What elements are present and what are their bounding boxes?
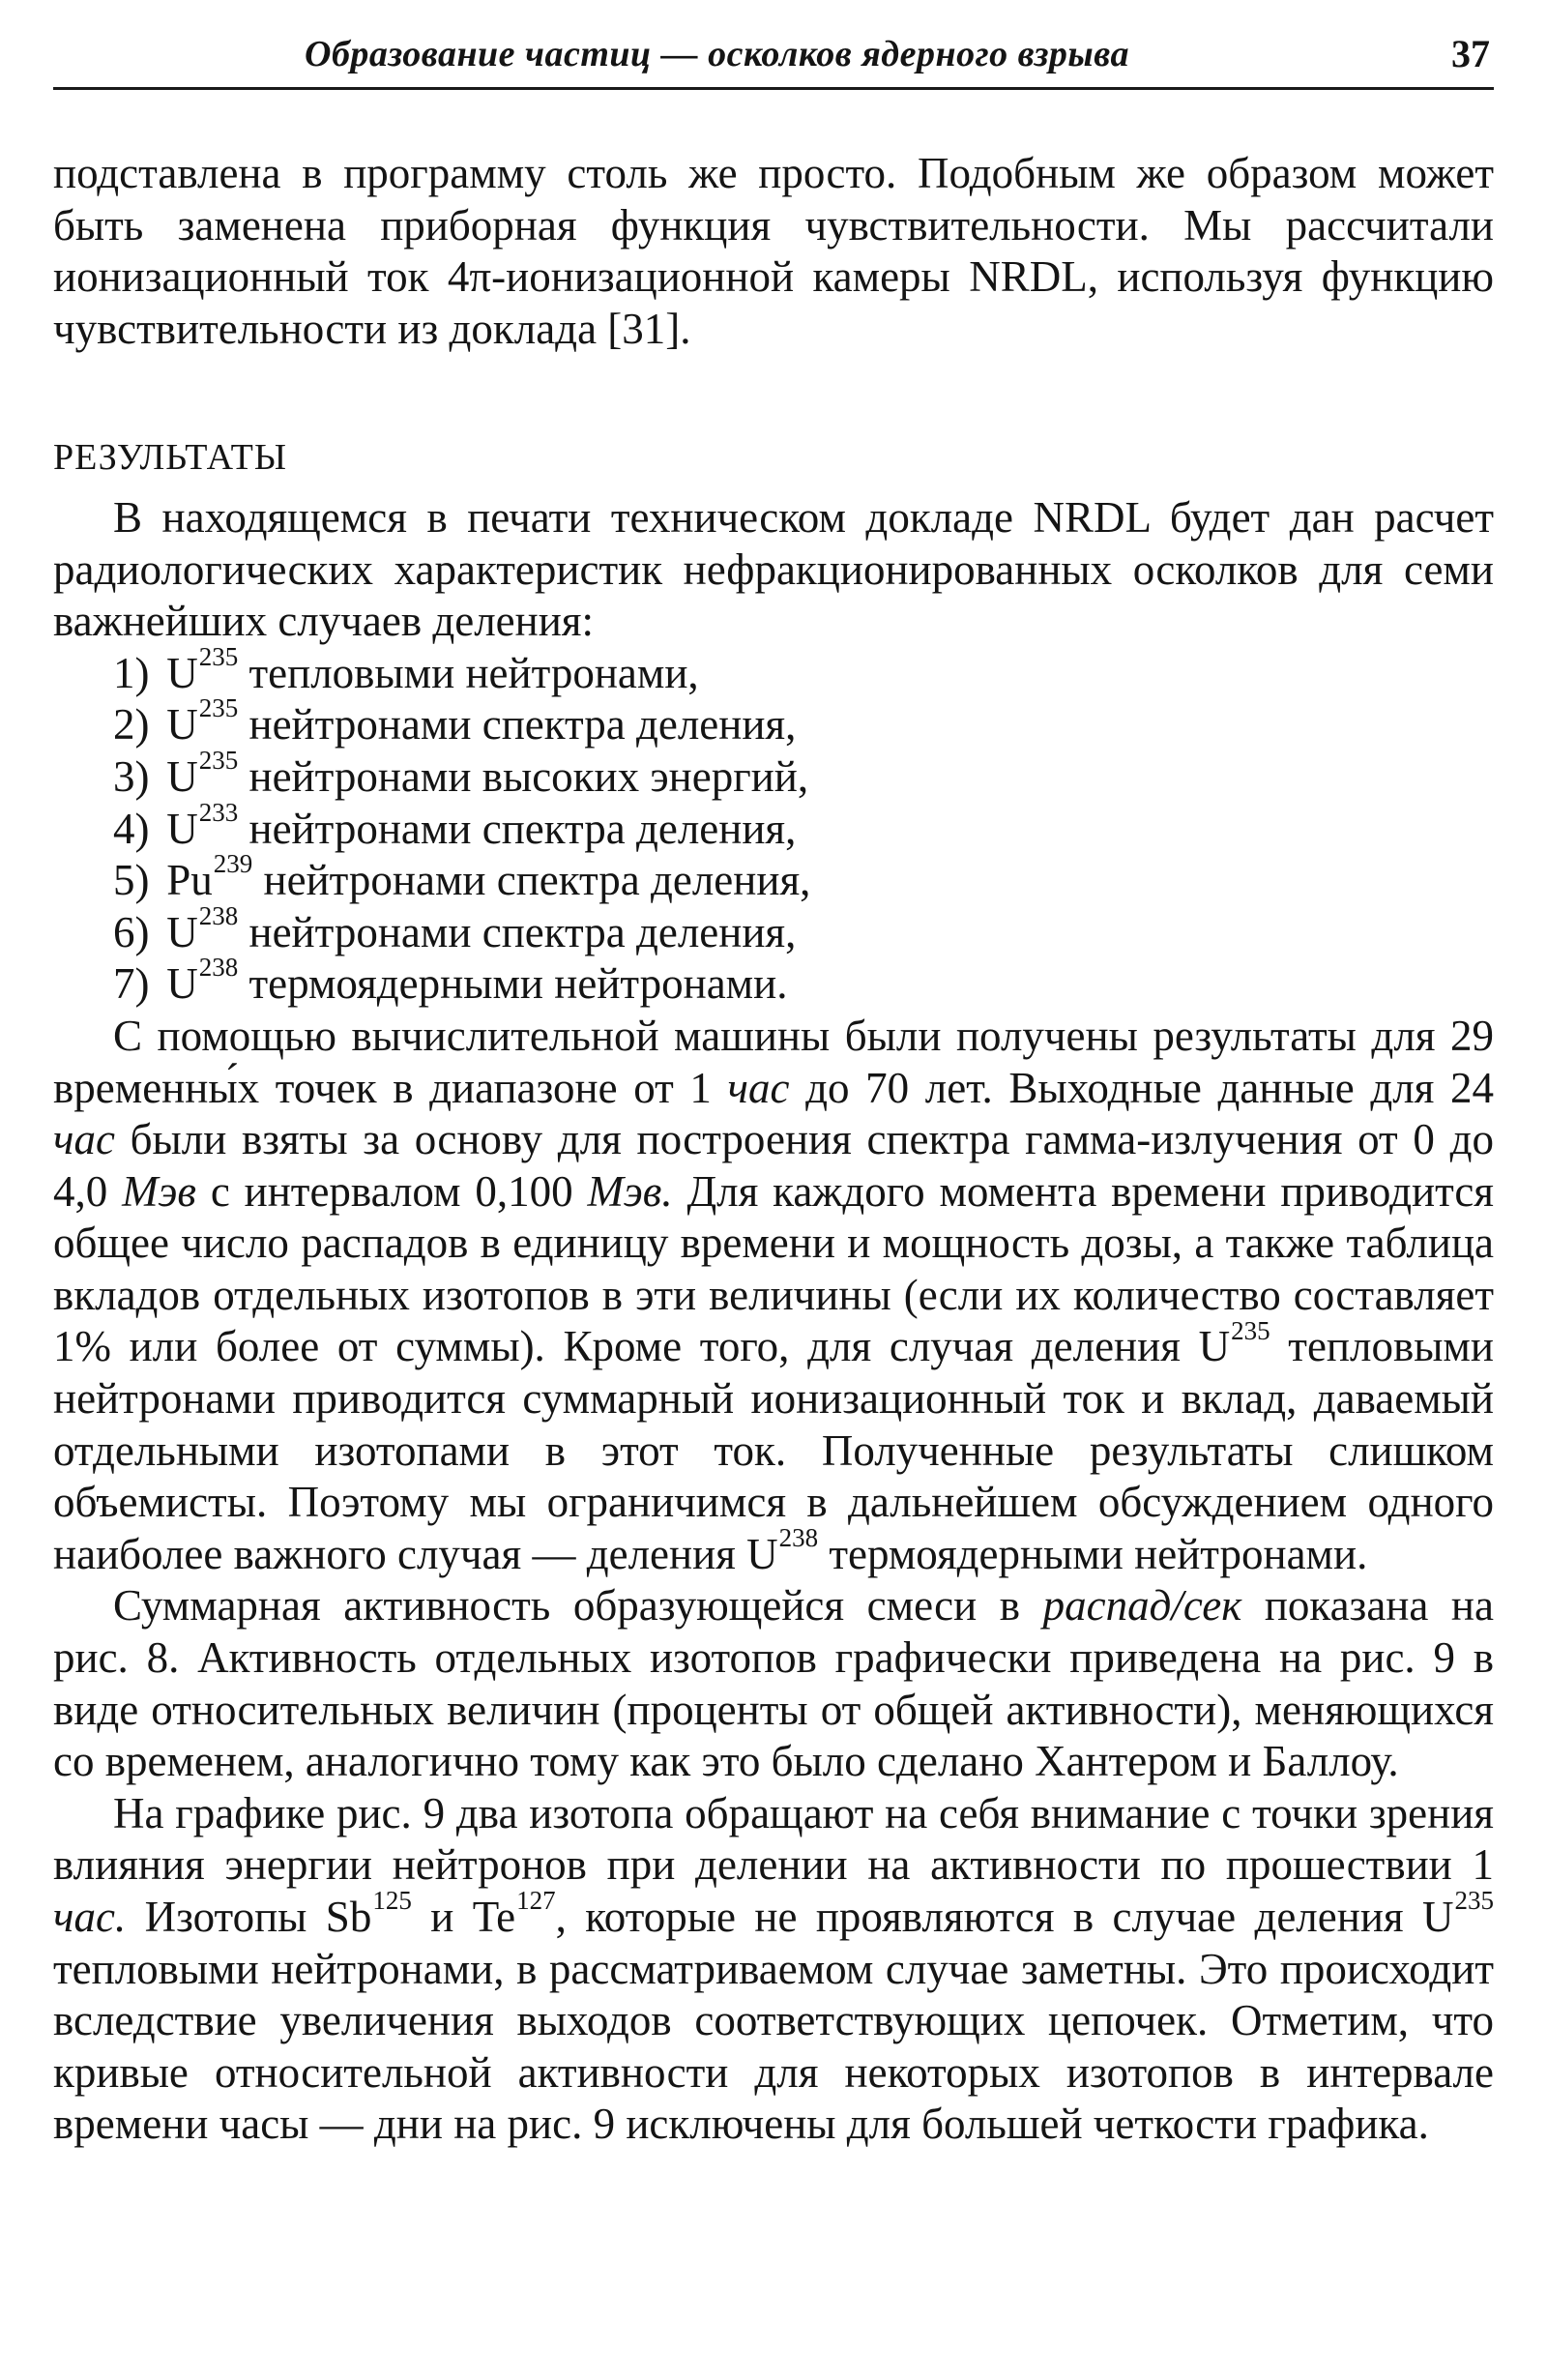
isotope-mass: 233 (198, 797, 239, 827)
list-item-number: 2) (113, 700, 150, 749)
paragraph-computation (53, 1011, 1494, 1581)
isotope-element: U (166, 751, 198, 801)
unit-italic: час (727, 1063, 790, 1112)
running-title: Образование частиц — осколков ядерного взрыва (305, 34, 1130, 74)
list-item-text: нейтронами спектра деления, (238, 907, 797, 956)
paragraph-activity (53, 1580, 1494, 1787)
text-run: С помощью вычислительной машины были получены результаты для 29 временны́х точек в диапазоне от 1 (53, 1011, 1494, 1112)
page-body (53, 148, 1494, 2151)
isotope-element: U (166, 804, 198, 853)
isotope-mass: 239 (213, 849, 253, 879)
isotope-mass: 235 (198, 746, 239, 775)
isotope-mass: 238 (198, 900, 239, 930)
text-run: , которые не проявляются в случае деления U (555, 1893, 1454, 1941)
book-page (53, 27, 1494, 2151)
list-item (113, 953, 1494, 1011)
list-item-text: тепловыми нейтронами, (238, 648, 699, 697)
list-item-text: термоядерными нейтронами. (238, 959, 788, 1009)
list-item-number: 5) (113, 856, 150, 905)
fission-cases-list (53, 641, 1494, 1011)
isotope-element: U (166, 648, 198, 697)
unit-italic: Мэв (122, 1166, 196, 1216)
list-item-number: 4) (113, 804, 150, 853)
unit-italic: час. (53, 1893, 127, 1941)
list-item-text: нейтронами спектра деления, (238, 700, 797, 749)
list-item-text: нейтронами высоких энергий, (238, 751, 809, 801)
list-item (113, 693, 1494, 751)
unit-italic: Мэв. (587, 1166, 673, 1216)
page-header (53, 27, 1494, 90)
isotope-mass: 127 (516, 1886, 556, 1916)
isotope-element: U (166, 907, 198, 956)
unit-italic: час (53, 1115, 115, 1164)
text-run: На графике рис. 9 два изотопа обращают на себя внимание с точки зрения влияния энергии нейтронов при делении на активности по прошествии 1 (53, 1788, 1494, 1890)
intro-paragraph: подставлена в программу столь же просто. Подобным же образом может быть заменена приборная функция чувствительности. Мы рассчитали ионизационный ток 4π-ионизационной камеры NRDL, используя функцию чувствительности из доклада [31]. (53, 149, 1494, 353)
isotope-element: U (166, 959, 198, 1009)
list-item-number: 7) (113, 959, 150, 1009)
list-item (113, 746, 1494, 804)
text-run: Суммарная активность образующейся смеси в (113, 1581, 1043, 1631)
text-run: тепловыми нейтронами приводится суммарный ионизационный ток и вклад, даваемый отдельными изотопами в этот ток. Полученные результаты слишком объемисты. Поэтому мы ограничимся в дальнейшем обсуждением одного наиболее важного случая — деления U (53, 1322, 1494, 1578)
text-run: термоядерными нейтронами. (818, 1529, 1368, 1578)
isotope-mass: 238 (198, 953, 239, 983)
text-run: были взяты за основу для построения спектра гамма-излучения от 0 до 4,0 (53, 1115, 1494, 1216)
text-run: Изотопы Sb (126, 1893, 372, 1941)
text-run: до 70 лет. Выходные данные для 24 (789, 1063, 1494, 1112)
isotope-mass: 235 (1454, 1886, 1495, 1916)
isotope-element: Pu (166, 856, 213, 905)
isotope-element: U (166, 700, 198, 749)
text-run: показана на рис. 8. Активность отдельных изотопов графически приведена на рис. 9 в виде относительных величин (проценты от общей активности), меняющихся со временем, аналогично тому как это было сделано Хантером и Баллоу. (53, 1581, 1494, 1786)
isotope-mass: 235 (1231, 1315, 1270, 1345)
text-run: тепловыми нейтронами, в рассматриваемом случае заметны. Это происходит вследствие увеличения выходов соответствующих цепочек. Отметим, что кривые относительной активности для некоторых изотопов в интервале времени часы — дни на рис. 9 исключены для большей четкости графика. (53, 1944, 1494, 2149)
text-run: с интервалом 0,100 (195, 1166, 588, 1216)
isotope-mass: 235 (198, 693, 239, 723)
isotope-mass: 235 (198, 641, 239, 671)
list-item-number: 3) (113, 751, 150, 801)
list-item (113, 641, 1494, 700)
list-item-text: нейтронами спектра деления, (252, 856, 811, 905)
paragraph-results-intro: В находящемся в печати техническом докладе NRDL будет дан расчет радиологических характеристик нефракционированных осколков для семи важнейших случаев деления: (53, 492, 1494, 646)
section-heading: РЕЗУЛЬТАТЫ (53, 437, 288, 479)
isotope-mass: 238 (778, 1522, 819, 1552)
list-item-text: нейтронами спектра деления, (238, 804, 797, 853)
text-run: и Te (411, 1893, 516, 1941)
list-item-number: 1) (113, 648, 150, 697)
paragraph-figure-9 (53, 1788, 1494, 2151)
text-run: Для каждого момента времени приводится общее число распадов в единицу времени и мощность дозы, а также таблица вкладов отдельных изотопов в эти величины (если их количество составляет 1% или более от суммы). Кроме того, для случая деления U (53, 1166, 1494, 1371)
page-number: 37 (1451, 32, 1490, 75)
list-item-number: 6) (113, 907, 150, 956)
list-item (113, 849, 1494, 907)
isotope-mass: 125 (372, 1886, 412, 1916)
unit-italic: распад/сек (1042, 1581, 1242, 1631)
list-item (113, 900, 1494, 959)
list-item (113, 797, 1494, 856)
